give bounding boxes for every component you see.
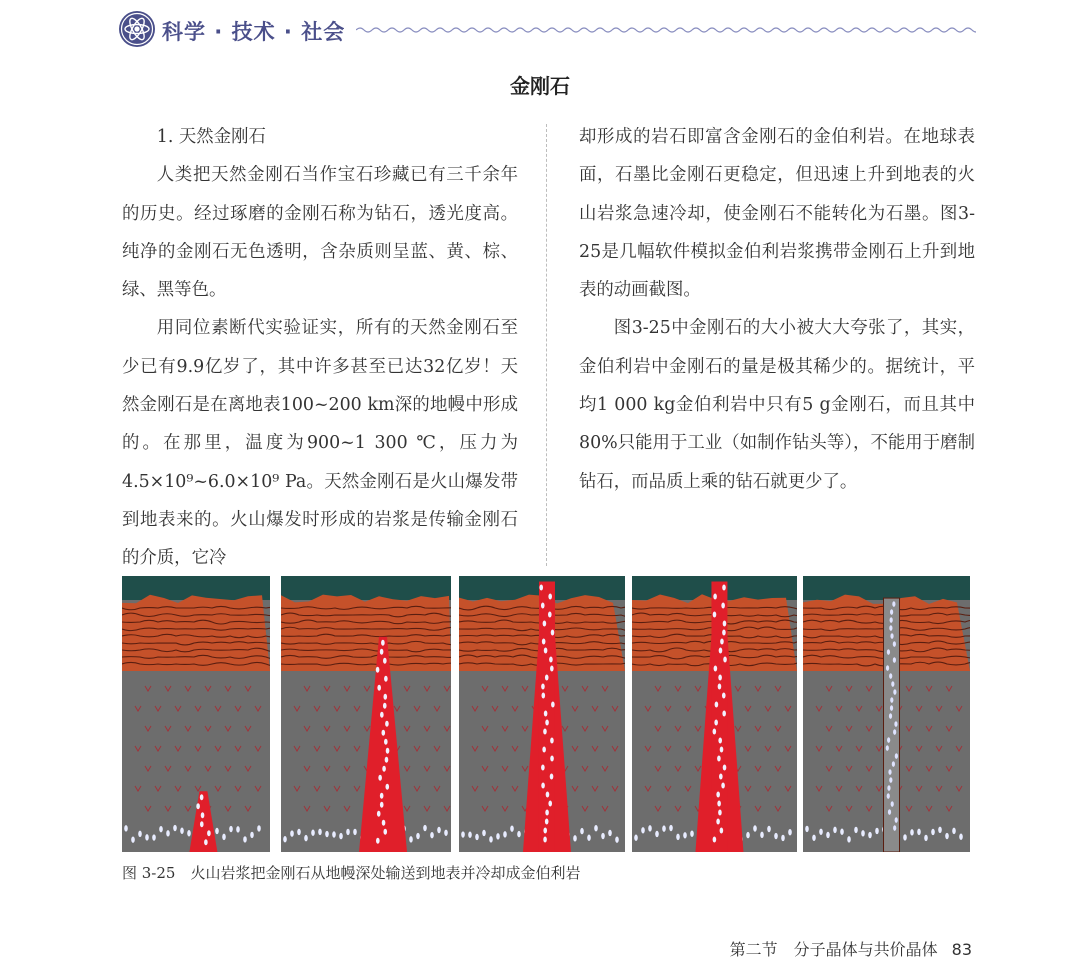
article-title: 金刚石	[510, 74, 570, 98]
column-divider	[546, 124, 547, 566]
figure-caption: 图 3-25 火山岩浆把金刚石从地幔深处输送到地表并冷却成金伯利岩	[122, 864, 581, 882]
paragraph: 却形成的岩石即富含金刚石的金伯利岩。在地球表面，石墨比金刚石更稳定，但迅速上升到地表的火山岩浆急速冷却，使金刚石不能转化为石墨。图3-25是几幅软件模拟金伯利岩浆携带金刚石上升到地表的动画截图。	[579, 127, 975, 301]
left-column	[122, 118, 518, 578]
page-header	[118, 10, 978, 50]
volcano-stage-3-image	[459, 576, 625, 852]
page-number: 83	[951, 940, 972, 959]
volcano-stage-5-image	[803, 576, 970, 852]
paragraph: 用同位素断代实验证实，所有的天然金刚石至少已有9.9亿岁了，其中许多甚至已达32亿岁！天然金刚石是在离地表100~200 km深的地幔中形成的。在那里，温度为900~1 300 ℃，压力为4.5×10⁹~6.0×10⁹ Pa。天然金刚石是火山爆发带到地表来的。火山爆发时形成的岩浆是传输金刚石的介质，它冷	[122, 318, 518, 569]
atom-icon	[118, 10, 156, 48]
volcano-stage-2-image	[281, 576, 451, 852]
paragraph: 图3-25中金刚石的大小被大大夸张了，其实，金伯利岩中金刚石的量是极其稀少的。据统计，平均1 000 kg金伯利岩中只有5 g金刚石，而且其中80%只能用于工业（如制作钻头等），不能用于磨制钻石，而品质上乘的钻石就更少了。	[579, 318, 975, 492]
subheading: 1. 天然金刚石	[156, 127, 266, 147]
decorative-wave-line	[356, 24, 976, 36]
page-footer	[730, 937, 972, 960]
figure-panels	[0, 576, 1080, 852]
paragraph: 人类把天然金刚石当作宝石珍藏已有三千余年的历史。经过琢磨的金刚石称为钻石，透光度高。纯净的金刚石无色透明，含杂质则呈蓝、黄、棕、绿、黑等色。	[122, 165, 518, 301]
volcano-stage-4-image	[632, 576, 797, 852]
section-label: 科学 · 技术 · 社会	[162, 20, 346, 44]
chapter-label: 第二节 分子晶体与共价晶体	[729, 940, 938, 959]
volcano-stage-1-image	[122, 576, 270, 852]
right-column	[579, 118, 975, 501]
